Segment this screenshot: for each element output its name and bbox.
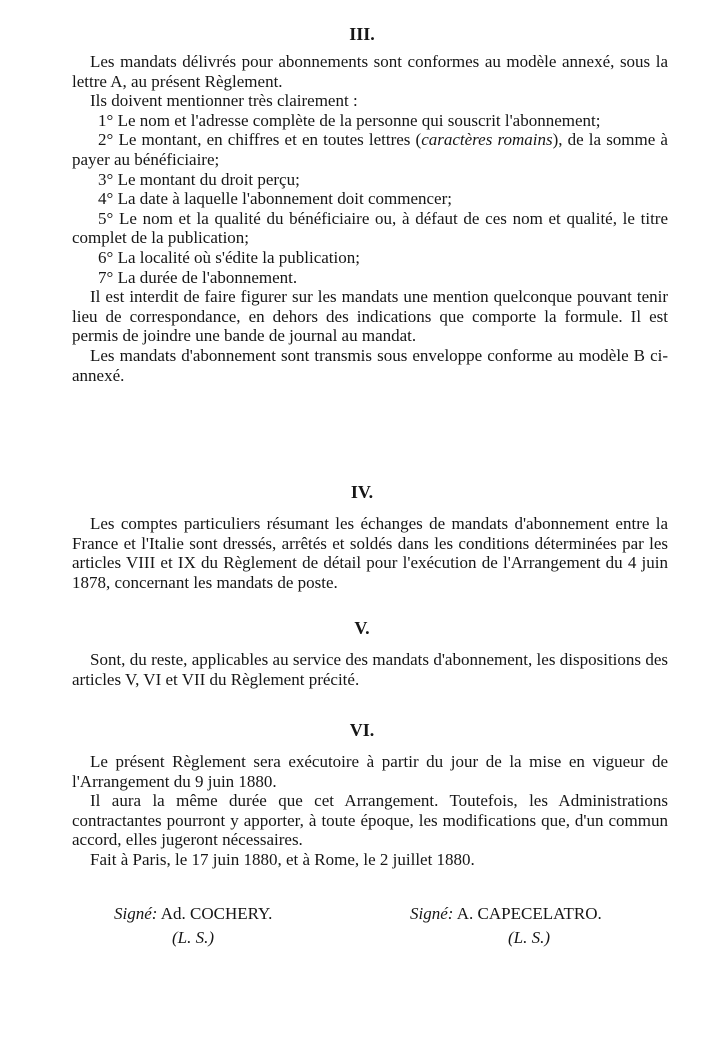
list-item xyxy=(72,111,668,131)
section-iv-body xyxy=(72,514,668,592)
item-number: 1° xyxy=(98,110,114,130)
seal-mark: (L. S.) xyxy=(172,928,215,947)
seal-mark: (L. S.) xyxy=(508,928,551,947)
item-text: La durée de l'abonnement. xyxy=(117,267,298,287)
signature-capecelatro xyxy=(410,904,602,948)
item-text: La date à laquelle l'abonnement doit commencer; xyxy=(117,189,452,209)
list-item xyxy=(72,170,668,190)
section-heading-vi: VI. xyxy=(349,720,375,740)
item-text: La localité où s'édite la publication; xyxy=(117,247,360,267)
section-heading-v: V. xyxy=(354,618,370,638)
section-v-body xyxy=(72,650,668,689)
section-heading-iii: III. xyxy=(349,24,375,44)
section-heading-iv: IV. xyxy=(350,482,374,502)
item-number: 2° xyxy=(98,130,114,150)
signatory-name: Ad. COCHERY. xyxy=(160,904,273,923)
item-number: 6° xyxy=(98,247,114,267)
paragraph: Il est interdit de faire figurer sur les mandats une mention quelconque pouvant tenir lieu de correspondance, en dehors des indications que comporte la formule. Il est permis de joindre une bande de journal au mandat. xyxy=(72,287,668,346)
item-number: 3° xyxy=(98,169,114,189)
list-item xyxy=(72,268,668,288)
list-item xyxy=(72,209,668,248)
paragraph: Fait à Paris, le 17 juin 1880, et à Rome, le 2 juillet 1880. xyxy=(90,849,475,869)
signatory-name: A. CAPECELATRO. xyxy=(456,904,602,923)
signature-label: Signé: xyxy=(410,904,454,923)
list-item xyxy=(72,130,668,169)
item-text: ), de la somme à payer au bénéficiaire; xyxy=(72,130,668,169)
list-item xyxy=(72,189,668,209)
item-text: Le montant du droit perçu; xyxy=(117,169,300,189)
signature-cochery xyxy=(114,904,272,948)
paragraph: Les mandats délivrés pour abonnements sont conformes au modèle annexé, sous la lettre A, au présent Règlement. xyxy=(72,52,668,91)
item-text: Le nom et la qualité du bénéficiaire ou, à défaut de ces nom et qualité, le titre complet de la publication; xyxy=(72,208,669,248)
item-number: 4° xyxy=(98,189,114,209)
item-text: Le montant, en chiffres et en toutes lettres ( xyxy=(118,130,422,150)
item-text-italic: caractères romains xyxy=(421,130,553,150)
paragraph: Il aura la même durée que cet Arrangement. Toutefois, les Administrations contractantes pourront y apporter, à toute époque, les modifications que, d'un commun accord, elles jugeront nécessaires. xyxy=(72,791,668,850)
section-vi-body xyxy=(72,752,668,870)
paragraph: Le présent Règlement sera exécutoire à partir du jour de la mise en vigueur de l'Arrangement du 9 juin 1880. xyxy=(72,752,668,791)
item-text: Le nom et l'adresse complète de la personne qui souscrit l'abonnement; xyxy=(117,110,601,130)
list-item xyxy=(72,248,668,268)
item-number: 7° xyxy=(98,267,114,287)
paragraph: Sont, du reste, applicables au service des mandats d'abonnement, les dispositions des articles V, VI et VII du Règlement précité. xyxy=(72,650,668,689)
section-iii-body xyxy=(72,52,668,385)
paragraph: Les comptes particuliers résumant les échanges de mandats d'abonnement entre la France et l'Italie sont dressés, arrêtés et soldés dans les conditions déterminées par les articles VIII et IX du Règlement de détail pour l'exécution de l'Arrangement du 4 juin 1878, concernant les mandats de poste. xyxy=(72,514,668,592)
paragraph: Les mandats d'abonnement sont transmis sous enveloppe conforme au modèle B ci-annexé. xyxy=(72,345,668,385)
paragraph: Ils doivent mentionner très clairement : xyxy=(90,91,358,111)
signature-label: Signé: xyxy=(114,904,158,923)
item-number: 5° xyxy=(98,208,114,228)
